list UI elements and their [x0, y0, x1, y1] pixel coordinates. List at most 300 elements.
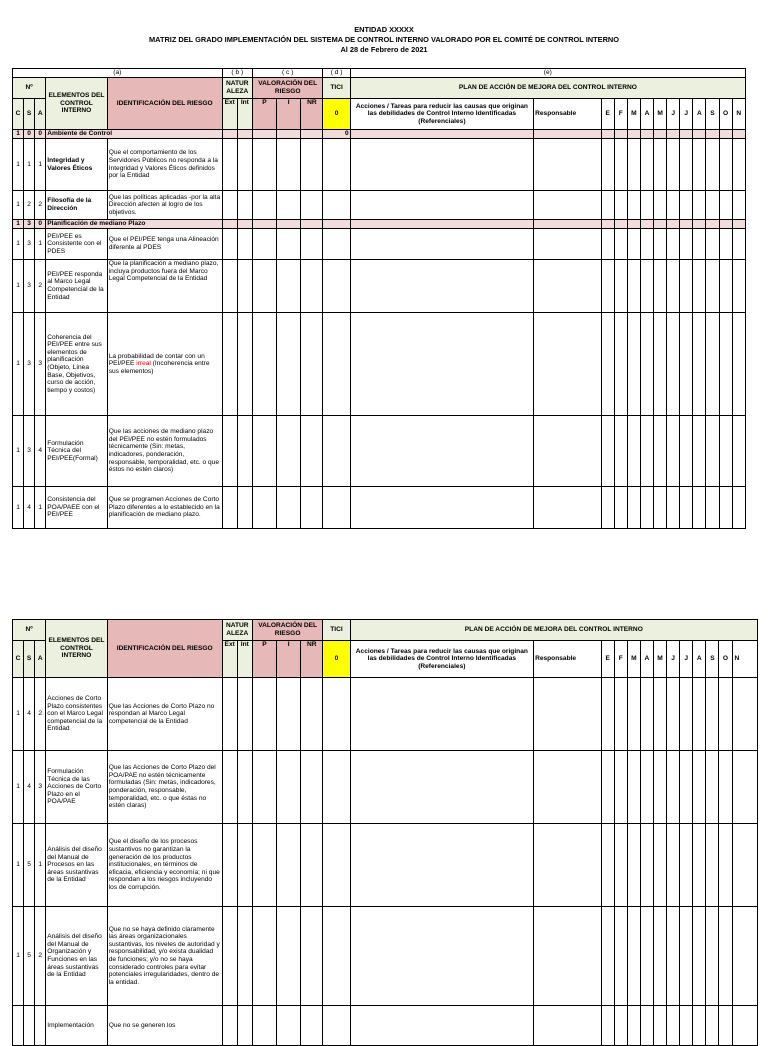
- responsible-cell: [534, 416, 602, 487]
- month-cell: [732, 907, 757, 1006]
- risk-cell: Que la planificación a mediano plazo, incluya productos fuera del Marco Legal Competencial de la Entidad: [107, 260, 222, 313]
- nr-header: NR: [301, 99, 323, 130]
- action-cell: [350, 487, 533, 529]
- month-cell: [627, 751, 640, 824]
- month-cell: [680, 220, 693, 229]
- ext-header: Ext: [222, 99, 237, 130]
- month-cell: [719, 229, 732, 260]
- month-cell: [680, 1006, 693, 1046]
- empty-cell: [252, 139, 276, 191]
- month-header: O: [719, 99, 732, 130]
- empty-cell: [222, 907, 237, 1006]
- empty-cell: [252, 229, 276, 260]
- month-header: J: [667, 99, 680, 130]
- element-cell: Formulación Técnica de las Acciones de Corto Plazo en el POA/PAE: [46, 751, 107, 824]
- row-s-code: 2: [24, 191, 35, 220]
- responsible-cell: [534, 678, 602, 751]
- empty-cell: [301, 191, 323, 220]
- action-cell: [350, 220, 533, 229]
- month-cell: [693, 487, 706, 529]
- month-cell: [667, 1006, 680, 1046]
- empty-cell: [277, 139, 301, 191]
- month-cell: [706, 139, 719, 191]
- month-cell: [614, 416, 627, 487]
- tici-cell: [323, 416, 350, 487]
- month-cell: [706, 130, 719, 139]
- month-cell: [640, 487, 653, 529]
- row-s-code: 4: [24, 751, 35, 824]
- tici-header: TICI: [323, 78, 350, 99]
- month-cell: [640, 139, 653, 191]
- plan-header: PLAN DE ACCIÓN DE MEJORA DEL CONTROL INTERNO: [350, 78, 745, 99]
- empty-cell: [301, 220, 323, 229]
- month-cell: [693, 416, 706, 487]
- month-cell: [627, 229, 640, 260]
- table-1-body: [13, 130, 746, 529]
- elements-header: ELEMENTOS DEL CONTROL INTERNO: [46, 78, 107, 130]
- risk-cell: Que el PEI/PEE tenga una Alineación diferente al PDES: [107, 229, 222, 260]
- month-cell: [706, 751, 719, 824]
- empty-cell: [277, 220, 301, 229]
- month-cell: [719, 220, 732, 229]
- element-cell: Integridad y Valores Éticos: [46, 139, 107, 191]
- responsible-cell: [534, 191, 602, 220]
- empty-cell: [252, 751, 276, 824]
- month-cell: [680, 313, 693, 416]
- empty-cell: [252, 260, 276, 313]
- month-cell: [601, 139, 614, 191]
- control-matrix-table-2: [12, 619, 758, 1046]
- month-cell: [667, 130, 680, 139]
- month-cell: [627, 220, 640, 229]
- risk-cell: Que no se generen los: [107, 1006, 222, 1046]
- month-cell: [627, 678, 640, 751]
- empty-cell: [301, 1006, 323, 1046]
- a-header: A: [35, 99, 46, 130]
- c-header: C: [13, 99, 24, 130]
- month-cell: [732, 678, 757, 751]
- empty-cell: [301, 139, 323, 191]
- row-a-code: 3: [35, 313, 46, 416]
- row-c-code: 1: [13, 313, 24, 416]
- element-cell: PEI/PEE responda al Marco Legal Competencial de la Entidad: [46, 260, 107, 313]
- month-cell: [706, 1006, 719, 1046]
- month-header: M: [627, 99, 640, 130]
- empty-cell: [237, 220, 252, 229]
- month-cell: [667, 229, 680, 260]
- risk-text: La probabilidad de contar con un PEI/PEE: [108, 352, 205, 368]
- month-cell: [680, 751, 693, 824]
- month-cell: [654, 191, 667, 220]
- empty-cell: [237, 260, 252, 313]
- empty-cell: [252, 220, 276, 229]
- month-cell: [654, 139, 667, 191]
- month-cell: [706, 416, 719, 487]
- row-a-code: 1: [35, 487, 46, 529]
- empty-cell: [237, 229, 252, 260]
- month-cell: [640, 191, 653, 220]
- month-cell: [680, 191, 693, 220]
- group-label-d: ( d ): [323, 69, 350, 78]
- risk-cell: Que las políticas aplicadas -por la alta Dirección afecten al logro de los objetivos.: [107, 191, 222, 220]
- month-cell: [653, 907, 666, 1006]
- month-cell: [627, 824, 640, 907]
- month-cell: [732, 139, 745, 191]
- row-s-code: 5: [24, 907, 35, 1006]
- empty-cell: [237, 313, 252, 416]
- month-cell: [719, 416, 732, 487]
- tici-cell: [323, 220, 350, 229]
- month-cell: [693, 907, 706, 1006]
- month-cell: [680, 260, 693, 313]
- tici-value: 0: [323, 99, 350, 130]
- month-cell: [680, 487, 693, 529]
- month-cell: [614, 824, 627, 907]
- risk-cell: [107, 313, 222, 416]
- empty-cell: [277, 130, 301, 139]
- empty-cell: [237, 907, 252, 1006]
- row-a-code: 1: [35, 139, 46, 191]
- month-cell: [719, 1006, 732, 1046]
- responsible-cell: [534, 220, 602, 229]
- tici-cell: [323, 907, 350, 1006]
- action-cell: [350, 313, 533, 416]
- row-a-code: 1: [35, 229, 46, 260]
- month-cell: [680, 907, 693, 1006]
- month-cell: [601, 229, 614, 260]
- empty-cell: [237, 678, 252, 751]
- action-cell: [350, 191, 533, 220]
- row-c-code: 1: [13, 487, 24, 529]
- month-cell: [601, 220, 614, 229]
- risk-cell: Que no se haya definido claramente las áreas organizacionales sustantivas, los niveles de autoridad y responsabilidad, y/o exista dualidad de funciones; y/o no se haya considerado controles para evitar potenciales irregularidades, dentro de la entidad.: [107, 907, 222, 1006]
- tici-cell: [323, 229, 350, 260]
- table-row: [13, 824, 758, 907]
- month-header: S: [706, 641, 719, 678]
- month-cell: [601, 130, 614, 139]
- header-row-1: [13, 620, 758, 641]
- month-cell: [614, 751, 627, 824]
- valuation-header: VALORACIÓN DEL RIESGO: [252, 620, 323, 641]
- empty-cell: [301, 260, 323, 313]
- responsible-cell: [534, 487, 602, 529]
- month-cell: [693, 220, 706, 229]
- month-header: S: [706, 99, 719, 130]
- row-s-code: 3: [24, 313, 35, 416]
- month-header: O: [719, 641, 732, 678]
- month-cell: [640, 229, 653, 260]
- tici-cell: [323, 824, 350, 907]
- empty-cell: [252, 907, 276, 1006]
- month-cell: [601, 1006, 614, 1046]
- risk-id-header: IDENTIFICACIÓN DEL RIESGO: [107, 620, 222, 678]
- month-cell: [627, 191, 640, 220]
- month-cell: [680, 139, 693, 191]
- element-cell: Coherencia del PEI/PEE entre sus elementos de planificación (Objeto, Línea Base, Objetivos, curso de acción, tiempo y costos): [46, 313, 107, 416]
- month-cell: [680, 229, 693, 260]
- empty-cell: [252, 130, 276, 139]
- month-header: J: [680, 99, 693, 130]
- month-cell: [732, 220, 745, 229]
- month-cell: [614, 191, 627, 220]
- risk-cell: Que las acciones de mediano plazo del PEI/PEE no estén formulados técnicamente (Sin: metas, indicadores, ponderación, responsable, temporalidad, etc. o que éstos no estén claros): [107, 416, 222, 487]
- plan-header: PLAN DE ACCIÓN DE MEJORA DEL CONTROL INTERNO: [350, 620, 757, 641]
- month-cell: [667, 487, 680, 529]
- action-cell: [350, 1006, 533, 1046]
- row-s-code: 4: [24, 487, 35, 529]
- empty-cell: [222, 678, 237, 751]
- empty-cell: [277, 907, 301, 1006]
- risk-cell: Que el diseño de los procesos sustantivos no garantizan la generación de los productos institucionales, en términos de eficacia, eficiencia y economía; ni que respondan a los riesgos incluyendo los de corrupción.: [107, 824, 222, 907]
- row-s-code: [24, 1006, 35, 1046]
- month-cell: [693, 824, 706, 907]
- month-cell: [601, 191, 614, 220]
- action-cell: [350, 824, 533, 907]
- empty-cell: [237, 416, 252, 487]
- empty-cell: [252, 191, 276, 220]
- table-row: [13, 229, 746, 260]
- month-cell: [627, 313, 640, 416]
- responsible-cell: [534, 751, 602, 824]
- month-cell: [719, 191, 732, 220]
- month-cell: [601, 416, 614, 487]
- responsible-cell: [534, 313, 602, 416]
- table-row: [13, 487, 746, 529]
- month-header: A: [693, 641, 706, 678]
- month-cell: [693, 139, 706, 191]
- row-a-code: 3: [35, 751, 46, 824]
- month-header: A: [640, 641, 653, 678]
- month-cell: [667, 907, 680, 1006]
- empty-cell: [252, 678, 276, 751]
- empty-cell: [301, 130, 323, 139]
- month-header: E: [601, 641, 614, 678]
- month-cell: [640, 416, 653, 487]
- element-cell: Análisis del diseño del Manual de Procesos en las áreas sustantivas de la Entidad: [46, 824, 107, 907]
- row-s-code: 3: [24, 416, 35, 487]
- actions-header: Acciones / Tareas para reducir las causas que originan las debilidades de Control Interno Identificadas (Referenciales): [350, 641, 533, 678]
- month-cell: [667, 313, 680, 416]
- month-header: N: [732, 99, 745, 130]
- month-cell: [601, 260, 614, 313]
- row-s-code: 1: [24, 139, 35, 191]
- empty-cell: [252, 824, 276, 907]
- row-a-code: 2: [35, 907, 46, 1006]
- responsible-cell: [534, 229, 602, 260]
- empty-cell: [301, 229, 323, 260]
- empty-cell: [237, 130, 252, 139]
- empty-cell: [277, 229, 301, 260]
- month-cell: [667, 139, 680, 191]
- header-row-1: [13, 78, 746, 99]
- p-header: P: [252, 641, 276, 678]
- empty-cell: [222, 229, 237, 260]
- valuation-header: VALORACIÓN DEL RIESGO: [252, 78, 323, 99]
- month-cell: [732, 487, 745, 529]
- risk-cell: Que el comportamiento de los Servidores Públicos no responda a la Integridad y Valores Éticos definidos por la Entidad: [107, 139, 222, 191]
- empty-cell: [237, 751, 252, 824]
- month-cell: [601, 678, 614, 751]
- month-cell: [706, 191, 719, 220]
- month-header: M: [627, 641, 640, 678]
- empty-cell: [222, 191, 237, 220]
- month-header: M: [654, 99, 667, 130]
- group-letters-row: [13, 69, 746, 78]
- month-cell: [732, 313, 745, 416]
- month-cell: [732, 416, 745, 487]
- row-s-code: 4: [24, 678, 35, 751]
- month-cell: [667, 416, 680, 487]
- row-s-code: 0: [24, 130, 35, 139]
- month-cell: [653, 678, 666, 751]
- month-cell: [732, 130, 745, 139]
- month-cell: [614, 139, 627, 191]
- tici-cell: [323, 678, 350, 751]
- month-cell: [653, 1006, 666, 1046]
- month-cell: [601, 824, 614, 907]
- row-a-code: 4: [35, 416, 46, 487]
- month-cell: [693, 1006, 706, 1046]
- month-cell: [640, 824, 653, 907]
- no-header: Nº: [13, 620, 46, 641]
- month-cell: [680, 130, 693, 139]
- month-cell: [693, 130, 706, 139]
- month-cell: [654, 487, 667, 529]
- month-cell: [706, 487, 719, 529]
- month-cell: [680, 416, 693, 487]
- empty-cell: [252, 487, 276, 529]
- month-cell: [601, 487, 614, 529]
- tici-cell: [323, 487, 350, 529]
- element-cell: Implementación: [46, 1006, 107, 1046]
- tici-cell: [323, 139, 350, 191]
- i-header: I: [277, 99, 301, 130]
- row-s-code: 3: [24, 260, 35, 313]
- tici-cell: [323, 260, 350, 313]
- empty-cell: [222, 487, 237, 529]
- row-c-code: 1: [13, 907, 24, 1006]
- month-cell: [601, 313, 614, 416]
- month-cell: [614, 220, 627, 229]
- action-cell: [350, 907, 533, 1006]
- month-cell: [706, 229, 719, 260]
- month-cell: [719, 260, 732, 313]
- row-c-code: 1: [13, 191, 24, 220]
- month-cell: [719, 824, 732, 907]
- element-cell: Formulación Técnica del PEI/PEE(Formal): [46, 416, 107, 487]
- empty-cell: [277, 751, 301, 824]
- month-cell: [667, 191, 680, 220]
- nr-header: NR: [301, 641, 323, 678]
- row-a-code: 0: [35, 130, 46, 139]
- month-cell: [640, 220, 653, 229]
- month-cell: [693, 751, 706, 824]
- empty-cell: [237, 191, 252, 220]
- empty-cell: [222, 313, 237, 416]
- tici-cell: [323, 313, 350, 416]
- empty-cell: [222, 751, 237, 824]
- responsible-cell: [534, 907, 602, 1006]
- row-c-code: 1: [13, 260, 24, 313]
- nature-header: NATUR ALEZA: [222, 620, 252, 641]
- table-row: [13, 313, 746, 416]
- month-cell: [667, 220, 680, 229]
- action-cell: [350, 416, 533, 487]
- month-cell: [706, 824, 719, 907]
- table-row: [13, 191, 746, 220]
- empty-cell: [301, 824, 323, 907]
- empty-cell: [301, 416, 323, 487]
- section-row: [13, 130, 746, 139]
- month-header: J: [680, 641, 693, 678]
- document-date: Al 28 de Febrero de 2021: [340, 45, 428, 54]
- month-cell: [627, 1006, 640, 1046]
- month-cell: [627, 139, 640, 191]
- int-header: Int: [237, 641, 252, 678]
- empty-cell: [301, 487, 323, 529]
- element-cell: PEI/PEE es Consistente con el PDES: [46, 229, 107, 260]
- month-cell: [654, 260, 667, 313]
- month-cell: [693, 191, 706, 220]
- month-cell: [667, 678, 680, 751]
- month-cell: [680, 678, 693, 751]
- tici-cell: [323, 751, 350, 824]
- month-cell: [719, 313, 732, 416]
- tici-cell: 0: [323, 130, 350, 139]
- element-cell: Acciones de Corto Plazo consistentes con el Marco Legal competencial de la Entidad: [46, 678, 107, 751]
- month-header: E: [601, 99, 614, 130]
- table-row: [13, 260, 746, 313]
- empty-cell: [277, 1006, 301, 1046]
- month-cell: [693, 260, 706, 313]
- month-header: N: [732, 641, 757, 678]
- entity-name: ENTIDAD XXXXX: [354, 25, 414, 34]
- empty-cell: [301, 907, 323, 1006]
- group-label-c: ( c ): [252, 69, 323, 78]
- month-cell: [640, 1006, 653, 1046]
- action-cell: [350, 229, 533, 260]
- month-cell: [706, 220, 719, 229]
- month-cell: [614, 1006, 627, 1046]
- row-s-code: 5: [24, 824, 35, 907]
- month-cell: [706, 260, 719, 313]
- int-header: Int: [237, 99, 252, 130]
- month-cell: [667, 260, 680, 313]
- action-cell: [350, 130, 533, 139]
- table-2-body: [13, 678, 758, 1046]
- risk-highlight: irreal: [136, 360, 151, 368]
- month-cell: [732, 1006, 757, 1046]
- empty-cell: [301, 313, 323, 416]
- action-cell: [350, 260, 533, 313]
- empty-cell: [237, 1006, 252, 1046]
- month-cell: [667, 824, 680, 907]
- month-cell: [719, 751, 732, 824]
- month-cell: [653, 751, 666, 824]
- month-header: A: [693, 99, 706, 130]
- risk-cell: Que las Acciones de Corto Plazo del POA/PAE no estén técnicamente formuladas (Sin: metas, indicadores, ponderación, responsable, temporalidad, etc. o que éstas no estén claras): [107, 751, 222, 824]
- month-cell: [614, 678, 627, 751]
- tici-cell: [323, 191, 350, 220]
- month-cell: [732, 824, 757, 907]
- row-s-code: 3: [24, 220, 35, 229]
- month-cell: [693, 313, 706, 416]
- month-cell: [706, 678, 719, 751]
- month-header: M: [653, 641, 666, 678]
- empty-cell: [277, 416, 301, 487]
- month-cell: [667, 751, 680, 824]
- a-header: A: [35, 641, 46, 678]
